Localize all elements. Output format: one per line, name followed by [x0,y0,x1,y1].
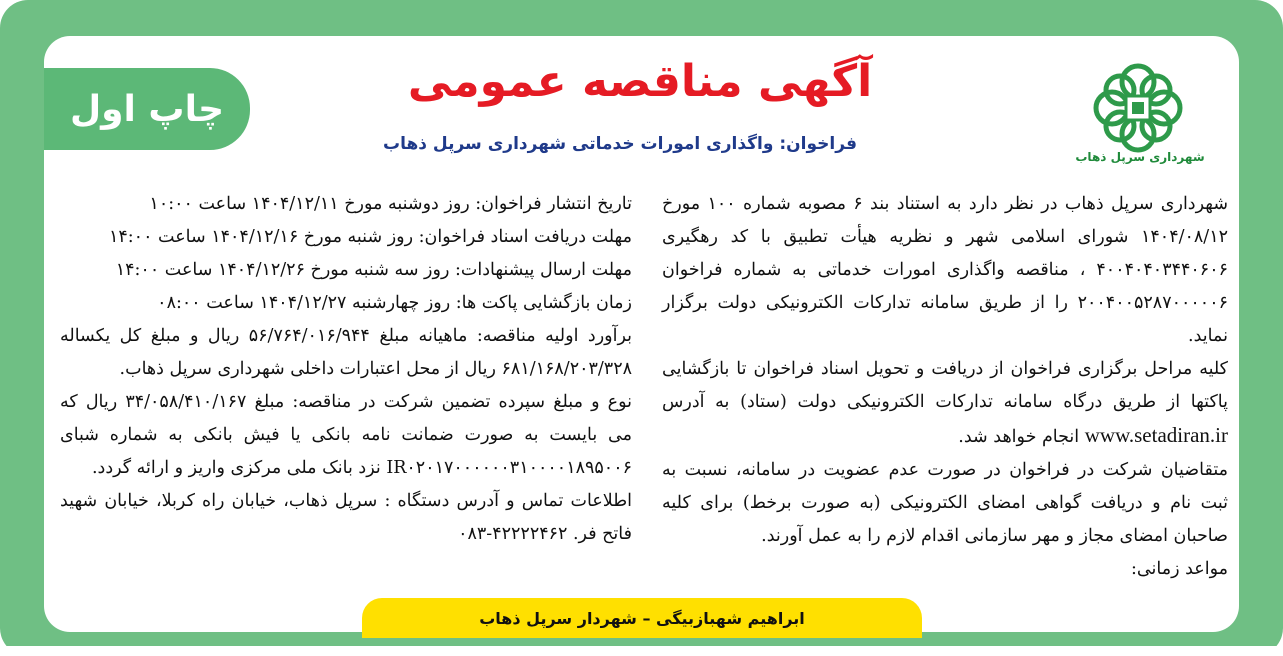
guarantee-line: نوع و مبلغ سپرده تضمین شرکت در مناقصه: مبلغ ۳۴/۰۵۸/۴۱۰/۱۶۷ ریال که می بایست به صورت ضمانت نامه بانکی یا فیش بانکی به شماره شبای IR۰۲۰۱۷۰۰۰۰۰۰۳۱۰۰۰۰۱۸۹۵۰۰۶ نزد بانک ملی مرکزی واریز و ارائه گردد. [60,392,632,478]
paragraph-schedule-heading: مواعد زمانی: [1131,559,1228,579]
contact-line: اطلاعات تماس و آدرس دستگاه : سرپل ذهاب، خیابان راه کربلا، خیابان شهید فاتح فر. ۴۲۲۲۲۴۶۲-۰۸۳ [60,491,632,544]
opening-time-line: زمان بازگشایی پاکت ها: روز چهارشنبه ۱۴۰۴/۱۲/۲۷ ساعت ۰۸:۰۰ [157,293,632,313]
paragraph-intro: شهرداری سرپل ذهاب در نظر دارد به استناد بند ۶ مصوبه شماره ۱۰۰ مورخ ۱۴۰۴/۰۸/۱۲ شورای اسلامی شهر و نظریه هیأت تطبیق با کد رهگیری ۴۰۰۴۰۴۰۳۴۴۰۶۰۶ ، مناقصه واگذاری امورات خدماتی به شماره فراخوان ۲۰۰۴۰۰۵۲۸۷۰۰۰۰۰۶ را از طریق سامانه تدارکات الکترونیکی دولت برگزار نماید. [662,194,1228,346]
procedure-text: کلیه مراحل برگزاری فراخوان از دریافت و تحویل اسناد فراخوان تا بازگشایی پاکتها از طریق درگاه سامانه تدارکات الکترونیکی دولت (ستاد) به آدرس [662,359,1228,412]
page-title: آگهی مناقصه عمومی [407,56,873,107]
municipality-logo-icon [1090,60,1186,156]
paragraph-procedure [662,353,1228,454]
badge-label: چاپ اول [69,88,225,130]
right-column [662,188,1228,586]
estimate-line: برآورد اولیه مناقصه: ماهیانه مبلغ ۵۶/۷۶۴/۰۱۶/۹۴۴ ریال و مبلغ کل یکساله ۶۸۱/۱۶۸/۲۰۳/۳۲۸ ریال از محل اعتبارات داخلی شهرداری سرپل ذهاب. [60,326,632,379]
publish-date-line: تاریخ انتشار فراخوان: روز دوشنبه مورخ ۱۴۰۴/۱۲/۱۱ ساعت ۱۰:۰۰ [149,194,632,214]
procedure-end-text: انجام خواهد شد. [958,427,1080,447]
first-print-badge [44,68,250,150]
left-column [60,188,632,551]
paragraph-registration: متقاضیان شرکت در فراخوان در صورت عدم عضویت در سامانه، نسبت به ثبت نام و دریافت گواهی امضای الکترونیکی (به صورت برخط) برای کلیه صاحبان امضای مجاز و مهر سازمانی اقدام لازم را به عمل آورند. [662,460,1228,546]
submission-deadline-line: مهلت ارسال پیشنهادات: روز سه شنبه مورخ ۱۴۰۴/۱۲/۲۶ ساعت ۱۴:۰۰ [115,260,632,280]
logo-caption: شهرداری سرپل ذهاب [1075,150,1205,164]
setad-url-link[interactable]: www.setadiran.ir [1084,423,1228,447]
bottom-strip [0,646,1283,656]
signature-banner [362,598,922,638]
page-subtitle: فراخوان: واگذاری امورات خدماتی شهرداری سرپل ذهاب [383,134,857,154]
mayor-signature: ابراهیم شهبازبیگی – شهردار سرپل ذهاب [479,608,805,628]
document-deadline-line: مهلت دریافت اسناد فراخوان: روز شنبه مورخ ۱۴۰۴/۱۲/۱۶ ساعت ۱۴:۰۰ [108,227,632,247]
